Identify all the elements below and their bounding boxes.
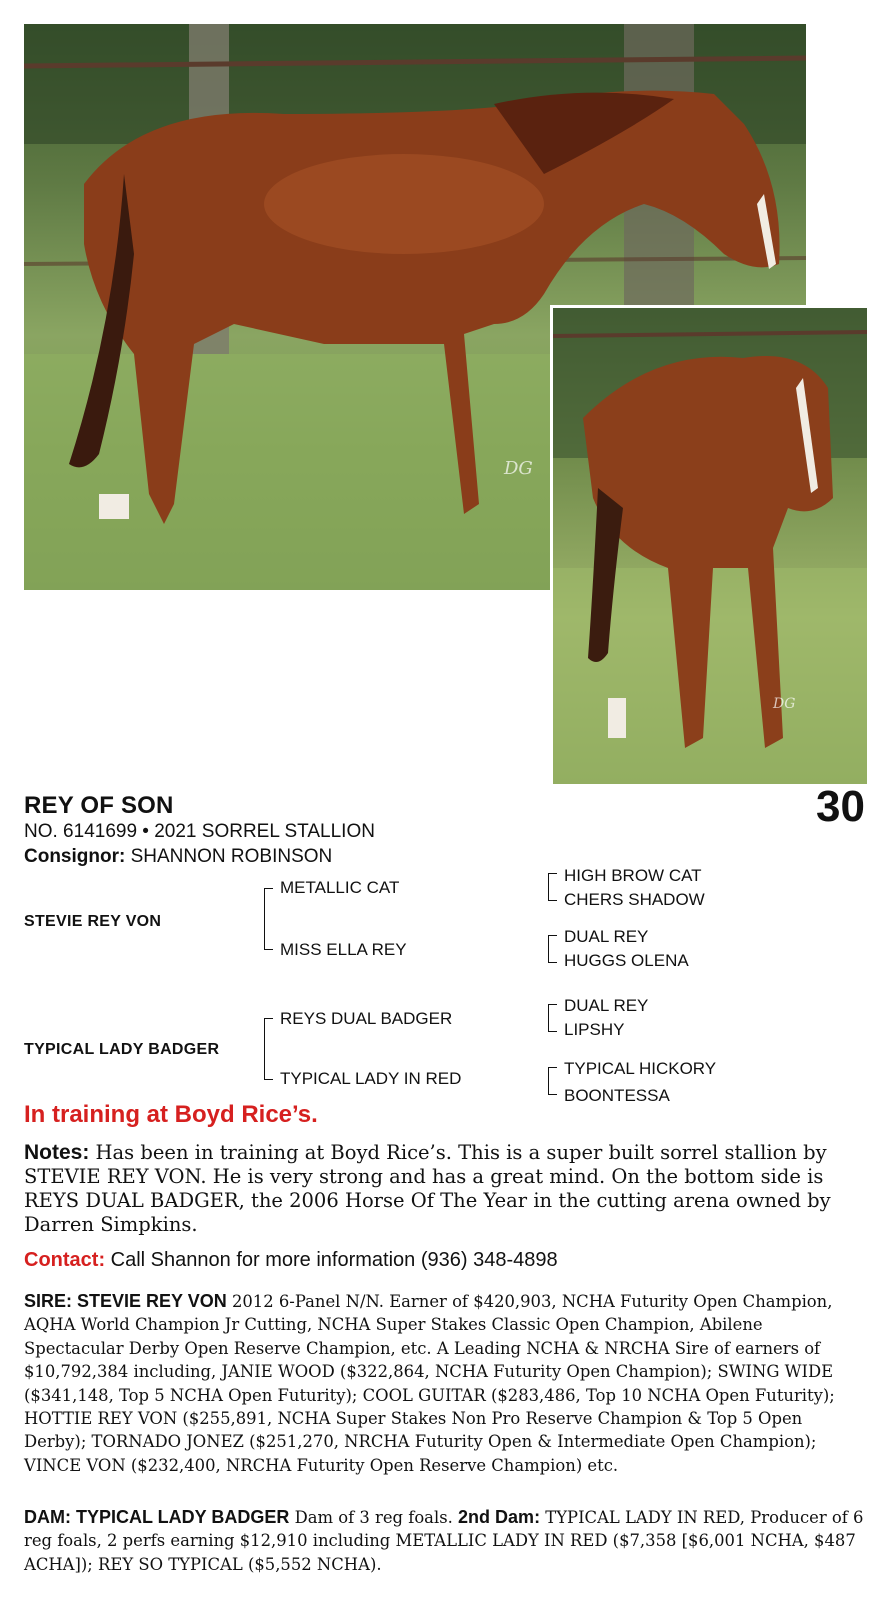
pedigree-sire-sire: METALLIC CAT [280,878,400,897]
notes-text: Has been in training at Boyd Rice’s. This is a super built sorrel stallion by STEVIE REY VON. He is very strong and has a great mind. On the bottom side is REYS DUAL BADGER, the 2006 Horse Of The Year in the cutting arena owned by Darren Simpkins. [24,1141,831,1236]
pedigree-bracket [548,1004,557,1032]
pedigree-bracket [264,888,273,950]
pedigree-dam-dam: TYPICAL LADY IN RED [280,1069,462,1088]
sire-info [24,1290,866,1477]
second-dam-label: 2nd Dam: [458,1507,541,1527]
photo-watermark-inset: DG [773,696,796,712]
horse-photo-front [550,305,870,787]
notes-label: Notes: [24,1141,90,1164]
consignor-name: SHANNON ROBINSON [130,846,333,867]
pedigree-bracket [264,1018,273,1080]
sire-info-text: 2012 6-Panel N/N. Earner of $420,903, NCHA Futurity Open Champion, AQHA World Champion Jr Cutting, NCHA Super Stakes Classic Open Champion, Abilene Spectacular Derby Open Reserve Champion, etc. A Leading NCHA & NRCHA Sire of earners of $10,792,384 including, JANIE WOOD ($322,864, NCHA Futurity Open Champion); SWING WIDE ($341,148, Top 5 NCHA Open Futurity); COOL GUITAR ($283,486, Top 10 NCHA Open Futurity); HOTTIE REY VON ($255,891, NCHA Super Stakes Non Pro Reserve Champion & Top 5 Open Derby); TORNADO JONEZ ($251,270, NRCHA Futurity Open & Intermediate Open Champion); VINCE VON ($232,400, NRCHA Futurity Open Reserve Champion) etc. [24,1292,835,1475]
contact-line [24,1249,558,1272]
dam-info-label: DAM: TYPICAL LADY BADGER [24,1507,290,1527]
pedigree-ss-sire: HIGH BROW CAT [564,866,702,885]
pedigree-sire: STEVIE REY VON [24,913,162,930]
pedigree-bracket [548,873,557,901]
contact-label: Contact: [24,1249,106,1271]
pedigree-ss-dam: CHERS SHADOW [564,890,705,909]
photo-watermark: DG [504,458,533,479]
consignor-line [24,846,332,868]
horse-front-illustration [553,308,867,784]
pedigree-sd-dam: HUGGS OLENA [564,951,689,970]
pedigree-sd-sire: DUAL REY [564,927,649,946]
pedigree-ds-dam: LIPSHY [564,1020,625,1039]
second-dam-text: TYPICAL LADY IN RED, Producer of 6 reg foals, 2 perfs earning $12,910 including METALLIC LADY IN RED ($7,358 [$6,001 NCHA, $487 ACHA]); REY SO TYPICAL ($5,552 NCHA). [24,1508,864,1574]
pedigree-bracket [548,1067,557,1095]
pedigree-dd-dam: BOONTESSA [564,1086,670,1105]
pedigree-dam: TYPICAL LADY BADGER [24,1041,220,1058]
training-headline: In training at Boyd Rice’s. [24,1101,318,1128]
pedigree-sire-dam: MISS ELLA REY [280,940,407,959]
consignor-label: Consignor: [24,846,126,867]
notes-paragraph [24,1141,866,1237]
registration-line: NO. 6141699 • 2021 SORREL STALLION [24,821,375,842]
contact-text: Call Shannon for more information (936) 348-4898 [110,1249,558,1271]
dam-info [24,1506,866,1576]
dam-info-text: Dam of 3 reg foals. [294,1508,453,1527]
pedigree-dd-sire: TYPICAL HICKORY [564,1059,717,1078]
pedigree-dam-sire: REYS DUAL BADGER [280,1009,453,1028]
sire-info-label: SIRE: STEVIE REY VON [24,1291,227,1311]
pedigree-ds-sire: DUAL REY [564,996,649,1015]
pedigree-bracket [548,935,557,963]
horse-name: REY OF SON [24,792,174,819]
lot-number: 30 [816,782,865,831]
